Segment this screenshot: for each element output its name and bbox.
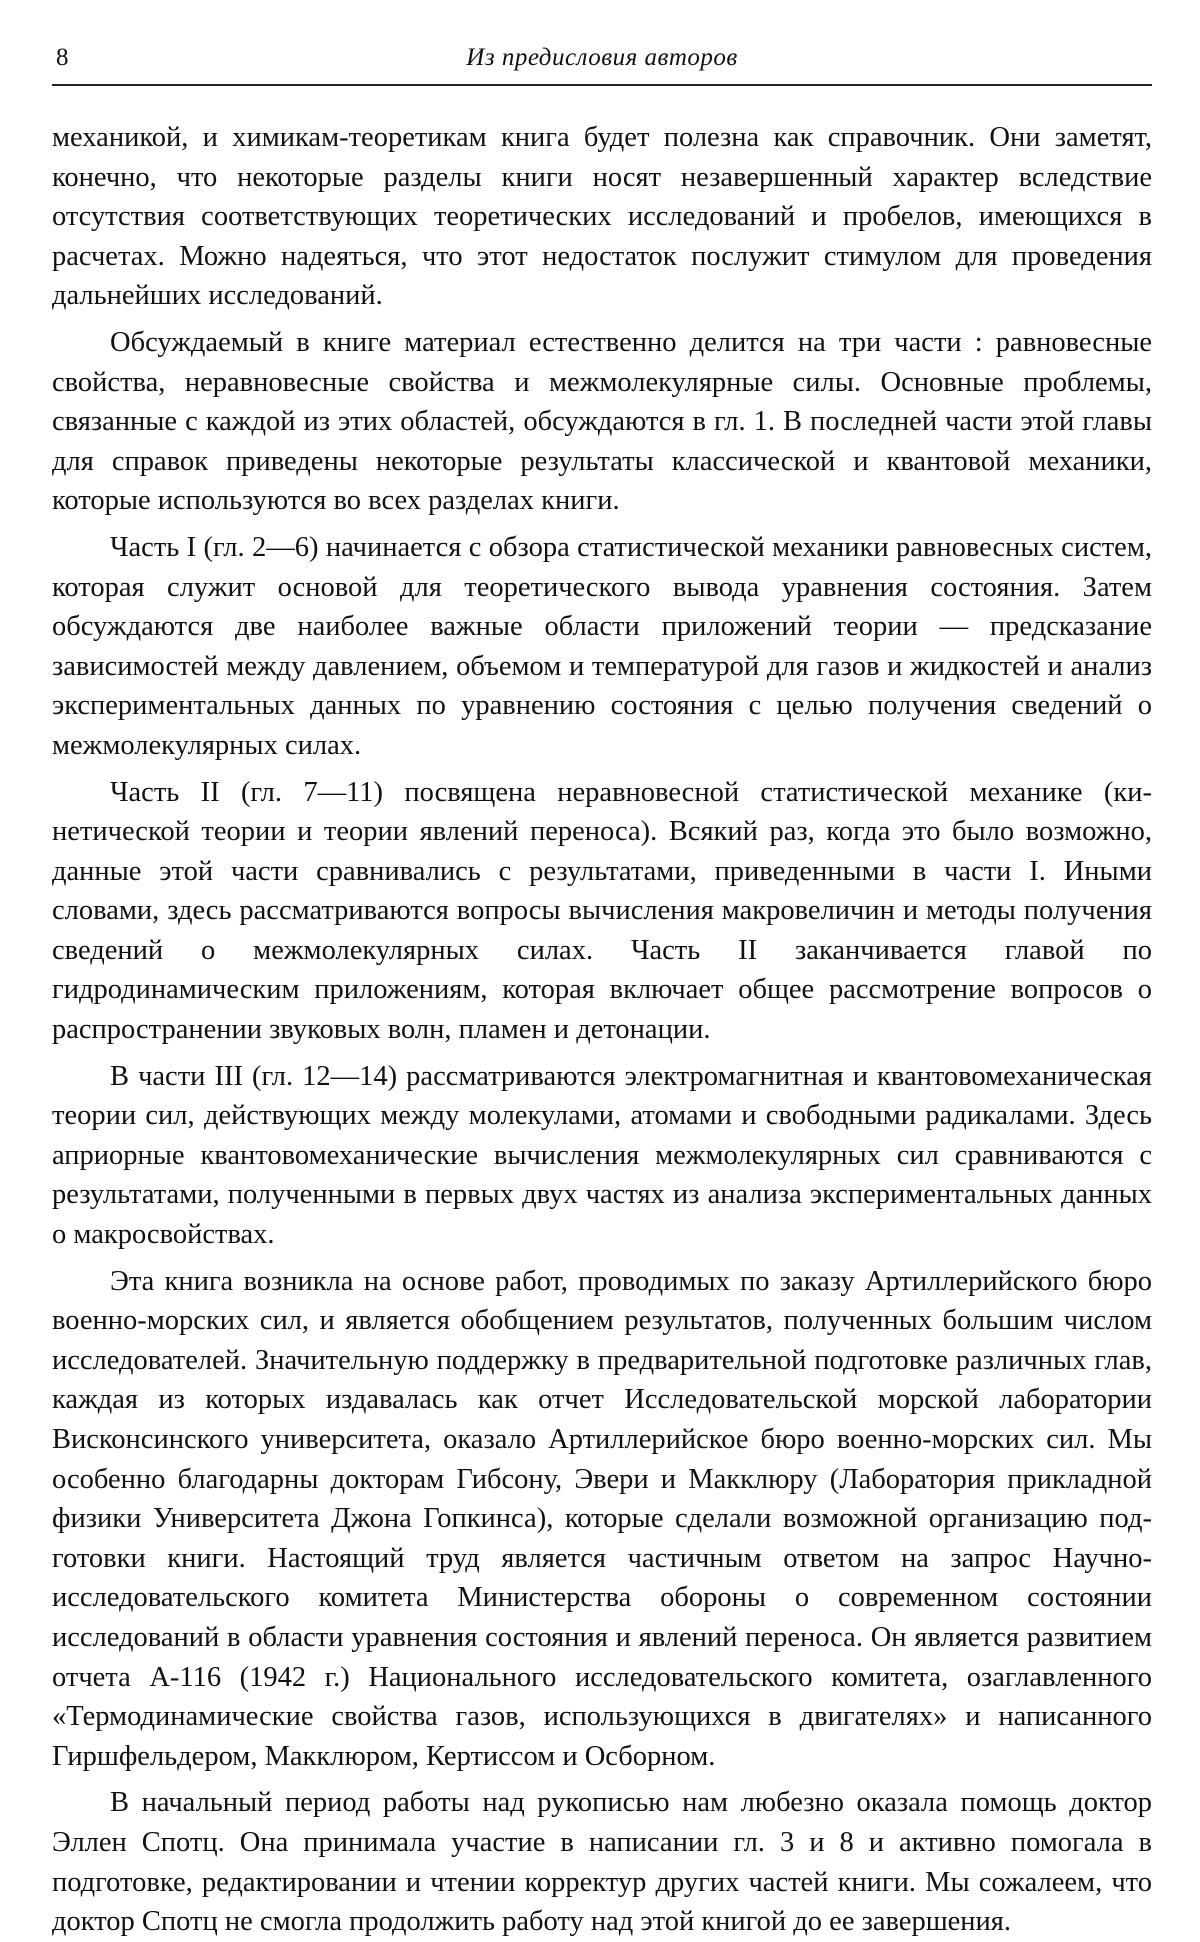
book-page xyxy=(52,36,1152,1942)
paragraph: Эта книга возникла на основе работ, проводимых по заказу Артиллерийского бюро военно-морских сил, и является обобщением результатов, полученных большим числом исследователей. Значительную поддержку в предварительной подготовке различных глав, каждая из которых издавалась как отчет Исследовательской морской лаборатории Висконсинского университета, оказало Артиллерийское бюро военно-морских сил. Мы особенно благодарны докторам Гибсону, Эвери и Макклюру (Лаборатория прикладной физики Университета Джона Гопкинса), которые сделали возможной организацию подготовки книги. Настоящий труд является частичным ответом на запрос Научно-исследовательского комитета Министерства обороны о современном состоянии исследований в области уравнения состояния и явлений переноса. Он является развитием отчета А-116 (1942 г.) Национального исследовательского комитета, озаглавленного «Термодинамические свойства газов, использующихся в двигателях» и написанного Гиршфельдером, Макклюром, Кертиссом и Осборном. xyxy=(52,1265,1152,1772)
paragraph: Часть I (гл. 2—6) начинается с обзора статистической механики равновесных систем, которая служит основой для теоретического вывода уравнения состояния. Затем обсуждаются две наиболее важные области приложений теории — предсказание зависимостей между давлением, объемом и температурой для газов и жидкостей и анализ экспериментальных данных по уравнению состояния с целью получения сведений о межмолекулярных силах. xyxy=(52,531,1152,761)
paragraph: Обсуждаемый в книге материал естественно делится на три части : равновесные свойства, неравновесные свойства и межмолекулярные силы. Основные проблемы, связанные с каждой из этих областей, обсуждаются в гл. 1. В последней части этой главы для справок приведены некоторые результаты классической и квантовой механики, которые используются во всех разделах книги. xyxy=(52,326,1152,517)
paragraph-continued: механикой, и химикам-теоретикам книга будет полезна как справочник. Они заметят, конечно, что некоторые разделы книги носят незавершенный характер вследствие отсутствия соответствующих теоретических исследований и пробелов, имеющихся в расчетах. Можно надеяться, что этот недостаток послужит стимулом для проведения дальнейших исследований. xyxy=(52,122,1152,312)
page-body xyxy=(52,118,1152,1942)
running-title: Из предисловия авторов xyxy=(466,44,738,71)
page-number: 8 xyxy=(56,44,69,71)
paragraph: В начальный период работы над рукописью нам любезно оказала помощь доктор Эллен Спотц. Она принимала участие в написании гл. 3 и 8 и активно помогала в подготовке, редактировании и чтении корректур других частей книги. Мы сожалеем, что доктор Спотц не смогла продолжить работу над этой книгой до ее завершения. xyxy=(52,1787,1152,1938)
paragraph: В части III (гл. 12—14) рассматриваются электромагнитная и квантовомеханическая теории сил, действующих между молекулами, атомами и свободными радикалами. Здесь априорные квантовомеханические вычисления межмолекулярных сил сравниваются с результатами, полученными в первых двух частях из анализа экспериментальных данных о макросвойствах. xyxy=(52,1060,1152,1251)
paragraph: Часть II (гл. 7—11) посвящена неравновесной статистической механике (кинетической теории и теории явлений переноса). Всякий раз, когда это было возможно, данные этой части сравнивались с результатами, приведенными в части I. Иными словами, здесь рассматриваются вопросы вычисления макровеличин и методы получения сведений о межмолекулярных силах. Часть II заканчивается главой по гидродинамическим приложениям, которая включает общее рассмотрение вопросов о распространении звуковых волн, пламен и детонации. xyxy=(52,776,1152,1046)
page-header xyxy=(52,36,1152,86)
